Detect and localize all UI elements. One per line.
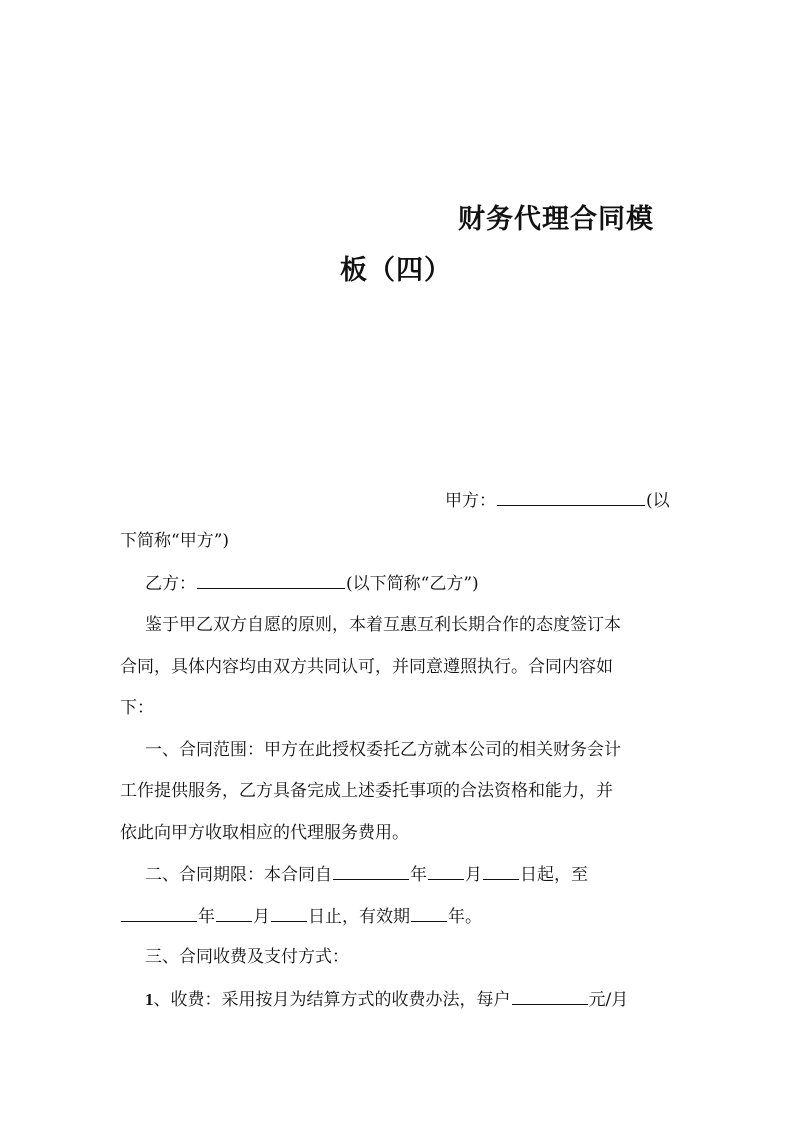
party-a-line	[445, 489, 670, 512]
item1-text: 、收费：采用按月为结算方式的收费办法，每户	[153, 990, 511, 1010]
start-year-label: 年	[410, 865, 427, 885]
section2-line2	[120, 905, 482, 928]
section2-prefix: 二、合同期限：本合同自	[145, 865, 332, 885]
party-a-label: 甲方：	[445, 491, 496, 511]
end-month-blank	[216, 905, 252, 922]
party-b-suffix: (以下简称“乙方”)	[346, 574, 479, 594]
document-title-line1: 财务代理合同模	[458, 204, 654, 235]
preamble-line1: 鉴于甲乙双方自愿的原则，本着互惠互利长期合作的态度签订本	[145, 615, 621, 635]
party-a-suffix-line: 下简称“甲方”)	[120, 531, 230, 551]
item1-number: 1	[145, 990, 154, 1009]
end-month-label: 月	[253, 907, 270, 927]
party-b-blank	[197, 572, 345, 589]
end-year-blank	[121, 905, 197, 922]
document-title-line2: 板（四）	[340, 255, 452, 286]
section3-item1	[145, 988, 628, 1011]
section2-line1	[145, 863, 588, 886]
fee-blank	[512, 988, 588, 1005]
end-day-label: 日止，有效期	[308, 907, 410, 927]
party-b-line	[145, 572, 479, 595]
start-day-label: 日起，至	[520, 865, 588, 885]
start-month-label: 月	[465, 865, 482, 885]
section1-line1: 一、合同范围：甲方在此授权委托乙方就本公司的相关财务会计	[145, 740, 621, 760]
start-year-blank	[333, 863, 409, 880]
end-day-blank	[271, 905, 307, 922]
duration-blank	[411, 905, 447, 922]
preamble-line2: 合同，具体内容均由双方共同认可，并同意遵照执行。合同内容如	[120, 657, 613, 677]
preamble-line3: 下：	[120, 698, 154, 718]
section1-line2: 工作提供服务，乙方具备完成上述委托事项的合法资格和能力，并	[120, 781, 613, 801]
end-year-label: 年	[198, 907, 215, 927]
section1-line3: 依此向甲方收取相应的代理服务费用。	[120, 823, 409, 843]
item1-suffix: 元/月	[588, 990, 629, 1010]
section3-heading: 三、合同收费及支付方式：	[145, 947, 349, 967]
duration-label: 年。	[448, 907, 482, 927]
party-a-blank	[497, 489, 645, 506]
party-a-suffix-part1: (以	[646, 491, 670, 511]
start-day-blank	[483, 863, 519, 880]
party-b-label: 乙方：	[145, 574, 196, 594]
start-month-blank	[428, 863, 464, 880]
